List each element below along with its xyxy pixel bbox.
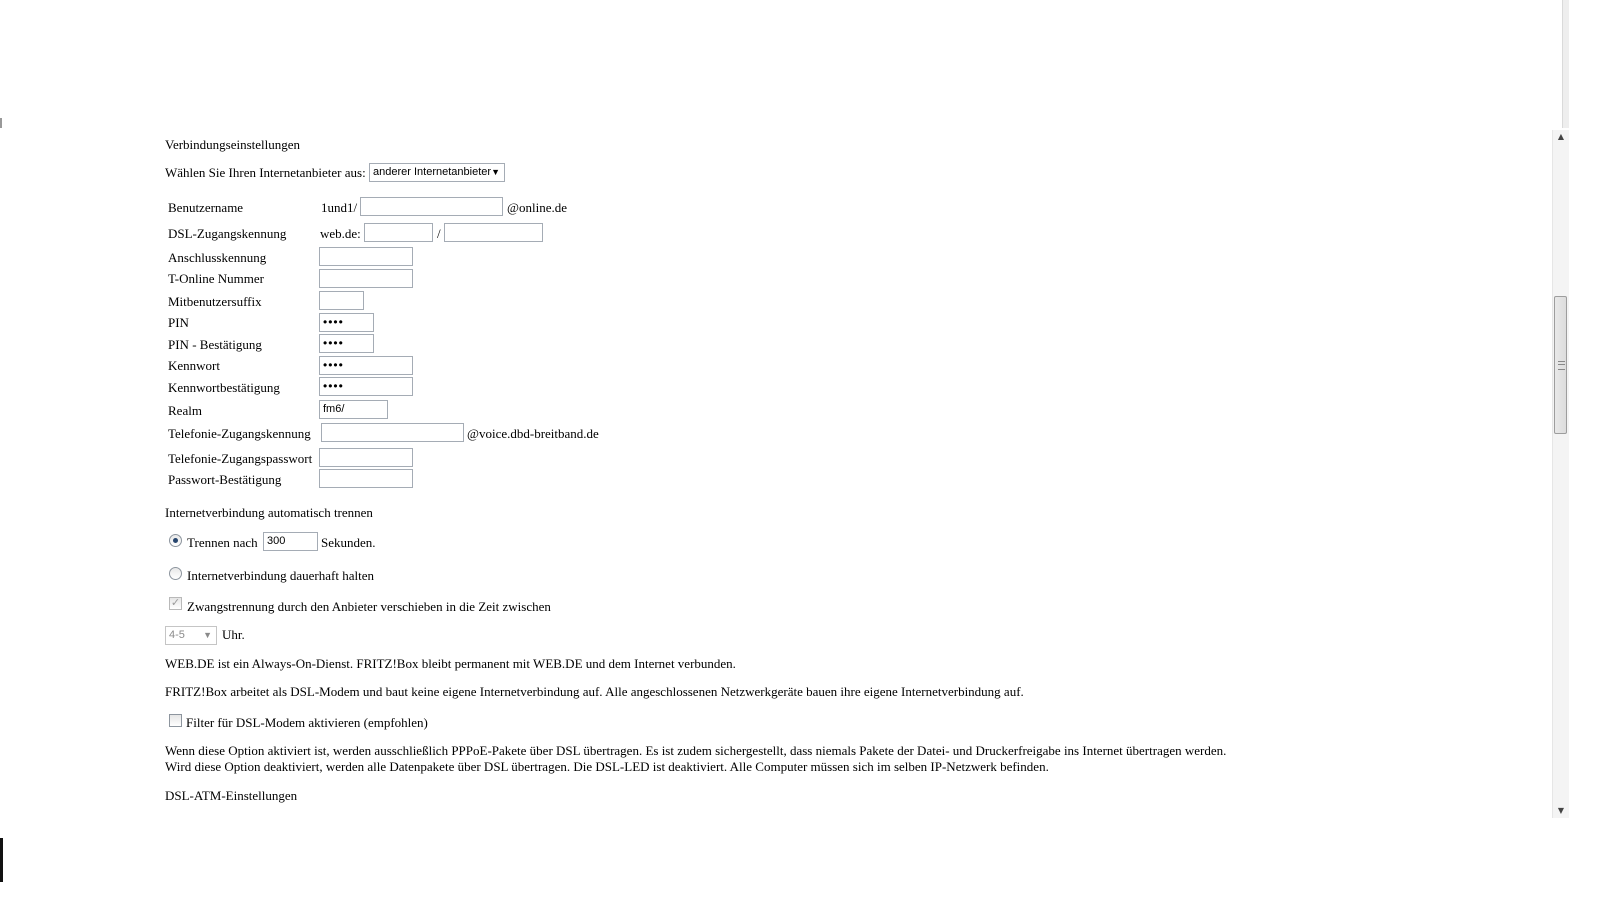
pin-confirm-input[interactable]: ••••	[319, 334, 374, 353]
tel-pass-input[interactable]	[319, 448, 413, 467]
disconnect-title: Internetverbindung automatisch trennen	[165, 505, 373, 520]
dsl-input-2[interactable]	[444, 223, 543, 242]
dsl-separator: /	[437, 226, 441, 241]
zwangstrennung-label: Zwangstrennung durch den Anbieter verschieben in die Zeit zwischen	[187, 599, 551, 614]
kennwort-input[interactable]: ••••	[319, 356, 413, 375]
pass-confirm-label: Passwort-Bestätigung	[168, 472, 282, 487]
tel-user-suffix: @voice.dbd-breitband.de	[467, 426, 599, 441]
dauerhaft-label: Internetverbindung dauerhaft halten	[187, 568, 374, 583]
dsl-prefix: web.de:	[320, 226, 361, 241]
tel-user-input[interactable]	[321, 423, 464, 442]
benutzername-input[interactable]	[360, 197, 503, 216]
trennen-radio[interactable]	[169, 534, 182, 547]
realm-input[interactable]: fm6/	[319, 400, 388, 419]
filter-label: Filter für DSL-Modem aktivieren (empfohlen)	[186, 715, 428, 730]
anschluss-input[interactable]	[319, 247, 413, 266]
benutzername-prefix: 1und1/	[321, 200, 358, 215]
filter-description-1: Wenn diese Option aktiviert ist, werden ausschließlich PPPoE-Pakete über DSL übertragen. Es ist zudem sichergestellt, dass niemals Pakete der Datei- und Druckerfreigabe ins Internet übertragen werden.	[165, 743, 1227, 758]
section-title-verbindung: Verbindungseinstellungen	[165, 137, 301, 152]
chevron-down-icon: ▼	[203, 630, 212, 640]
filter-checkbox[interactable]	[169, 714, 182, 727]
tel-pass-label: Telefonie-Zugangspasswort	[168, 451, 313, 466]
kennwort-confirm-input[interactable]: ••••	[319, 377, 413, 396]
checkmark-icon: ✓	[170, 597, 181, 609]
benutzername-label: Benutzername	[168, 200, 244, 215]
trennen-unit: Sekunden.	[321, 535, 376, 550]
provider-label: Wählen Sie Ihren Internetanbieter aus:	[165, 165, 366, 180]
grip-icon	[1558, 361, 1565, 370]
scroll-thumb[interactable]	[1554, 296, 1567, 434]
tonline-input[interactable]	[319, 269, 413, 288]
scrollbar[interactable]	[1552, 130, 1569, 818]
outer-scrollbar-sliver	[1562, 0, 1569, 128]
zeit-select-value: 4-5	[169, 629, 185, 641]
kennwort-label: Kennwort	[168, 358, 220, 373]
scroll-up-arrow-icon[interactable]: ▲	[1557, 132, 1565, 141]
mitbenutzer-label: Mitbenutzersuffix	[168, 294, 262, 309]
zeit-unit: Uhr.	[222, 627, 245, 642]
scroll-down-arrow-icon[interactable]: ▼	[1557, 806, 1565, 815]
dsl-label: DSL-Zugangskennung	[168, 226, 287, 241]
radio-selected-dot	[173, 538, 178, 543]
info-dsl-modem: FRITZ!Box arbeitet als DSL-Modem und baut keine eigene Internetverbindung auf. Alle angeschlossenen Netzwerkgeräte bauen ihre eigene Internetverbindung auf.	[165, 684, 1024, 699]
benutzername-suffix: @online.de	[507, 200, 567, 215]
zwangstrennung-checkbox[interactable]	[169, 597, 182, 610]
realm-label: Realm	[168, 403, 202, 418]
anschluss-label: Anschlusskennung	[168, 250, 267, 265]
dsl-input-1[interactable]	[364, 223, 433, 242]
provider-select[interactable]	[369, 163, 505, 182]
info-always-on: WEB.DE ist ein Always-On-Dienst. FRITZ!Box bleibt permanent mit WEB.DE und dem Internet verbunden.	[165, 656, 736, 671]
trennen-seconds-input[interactable]: 300	[263, 532, 318, 551]
dauerhaft-radio[interactable]	[169, 567, 182, 580]
filter-description-2: Wird diese Option deaktiviert, werden alle Datenpakete über DSL übertragen. Die DSL-LED ist deaktiviert. Alle Computer müssen sich im selben IP-Netzwerk befinden.	[165, 759, 1049, 774]
mitbenutzer-input[interactable]	[319, 291, 364, 310]
trennen-label: Trennen nach	[187, 535, 258, 550]
pin-input[interactable]: ••••	[319, 313, 374, 332]
provider-select-value: anderer Internetanbieter	[373, 166, 492, 178]
zeit-select[interactable]	[165, 626, 217, 645]
tel-user-label: Telefonie-Zugangskennung	[168, 426, 311, 441]
atm-title: DSL-ATM-Einstellungen	[165, 788, 298, 803]
pin-confirm-label: PIN - Bestätigung	[168, 337, 262, 352]
pin-label: PIN	[168, 315, 189, 330]
kennwort-confirm-label: Kennwortbestätigung	[168, 380, 280, 395]
window-edge-bottom	[0, 838, 3, 882]
tonline-label: T-Online Nummer	[168, 271, 264, 286]
pass-confirm-input[interactable]	[319, 469, 413, 488]
window-edge-top	[0, 118, 2, 128]
chevron-down-icon: ▼	[491, 167, 500, 177]
